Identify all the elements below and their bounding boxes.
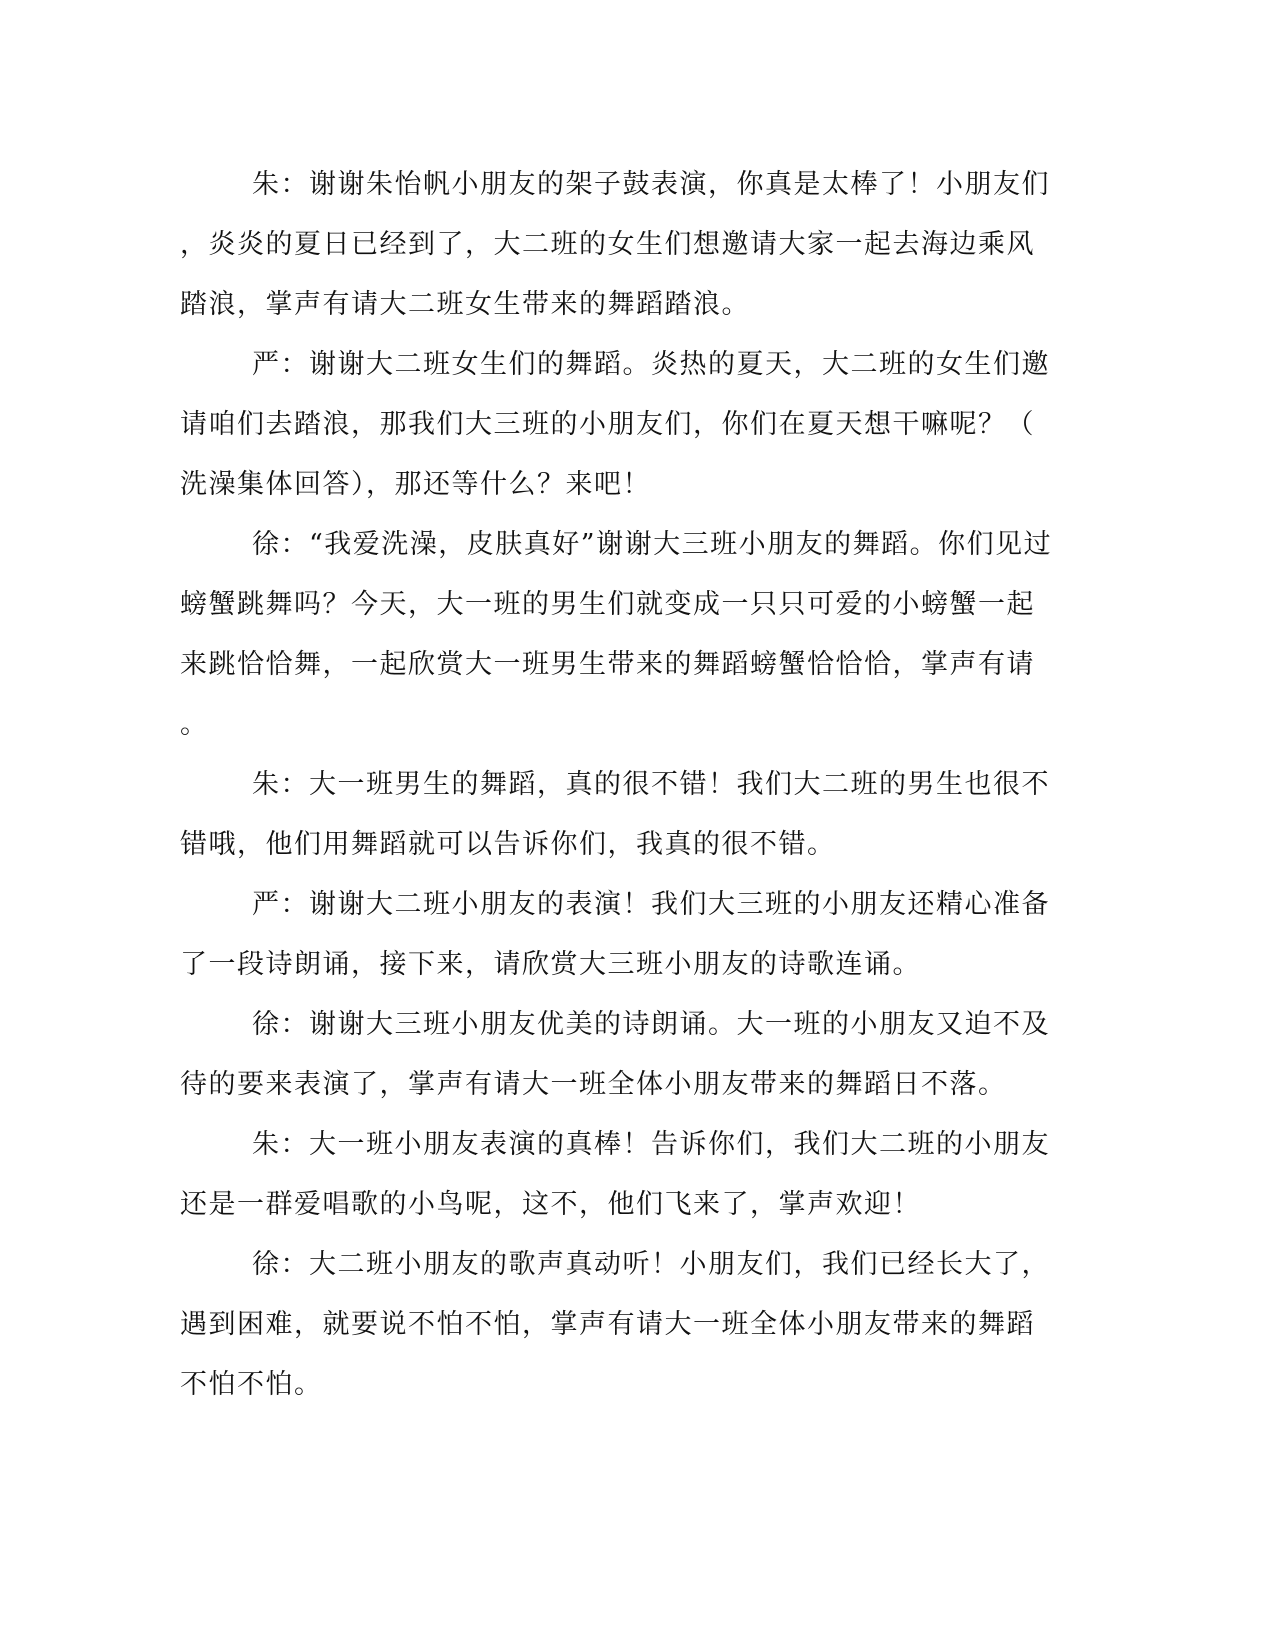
paragraph-2 xyxy=(180,335,1050,515)
paragraph-3 xyxy=(180,515,1053,755)
text-line: 徐：谢谢大三班小朋友优美的诗朗诵。大一班的小朋友又迫不及 xyxy=(252,1009,1050,1040)
text-line: 踏浪，掌声有请大二班女生带来的舞蹈踏浪。 xyxy=(180,289,750,320)
text-line: 严：谢谢大二班小朋友的表演！我们大三班的小朋友还精心准备 xyxy=(252,889,1050,920)
text-line: 了一段诗朗诵，接下来，请欣赏大三班小朋友的诗歌连诵。 xyxy=(180,949,921,980)
text-line: 朱：大一班小朋友表演的真棒！告诉你们，我们大二班的小朋友 xyxy=(252,1129,1050,1160)
text-line: 朱：大一班男生的舞蹈，真的很不错！我们大二班的男生也很不 xyxy=(252,769,1050,800)
text-line: 遇到困难，就要说不怕不怕，掌声有请大一班全体小朋友带来的舞蹈 xyxy=(180,1309,1035,1340)
paragraph-1 xyxy=(180,155,1050,335)
text-line: ，炎炎的夏日已经到了，大二班的女生们想邀请大家一起去海边乘风 xyxy=(180,229,1035,260)
text-line: 待的要来表演了，掌声有请大一班全体小朋友带来的舞蹈日不落。 xyxy=(180,1069,1007,1100)
text-line: 。 xyxy=(180,709,209,740)
text-line: 螃蟹跳舞吗？今天，大一班的男生们就变成一只只可爱的小螃蟹一起 xyxy=(180,589,1035,620)
text-line: 洗澡集体回答），那还等什么？来吧！ xyxy=(180,469,651,500)
paragraph-6 xyxy=(180,995,1050,1115)
text-line: 徐：大二班小朋友的歌声真动听！小朋友们，我们已经长大了， xyxy=(252,1249,1050,1280)
paragraph-8 xyxy=(180,1235,1050,1415)
text-line: 请咱们去踏浪，那我们大三班的小朋友们，你们在夏天想干嘛呢？（ xyxy=(180,409,1035,440)
text-line: 还是一群爱唱歌的小鸟呢，这不，他们飞来了，掌声欢迎！ xyxy=(180,1189,921,1220)
text-line: 朱：谢谢朱怡帆小朋友的架子鼓表演，你真是太棒了！小朋友们 xyxy=(252,169,1050,200)
text-line: 来跳恰恰舞，一起欣赏大一班男生带来的舞蹈螃蟹恰恰恰，掌声有请 xyxy=(180,649,1035,680)
text-line: 徐：“我爱洗澡，皮肤真好”谢谢大三班小朋友的舞蹈。你们见过 xyxy=(252,529,1053,560)
paragraph-7 xyxy=(180,1115,1050,1235)
text-line: 不怕不怕。 xyxy=(180,1369,323,1400)
paragraph-4 xyxy=(180,755,1050,875)
paragraph-5 xyxy=(180,875,1050,995)
text-line: 严：谢谢大二班女生们的舞蹈。炎热的夏天，大二班的女生们邀 xyxy=(252,349,1050,380)
text-line: 错哦，他们用舞蹈就可以告诉你们，我真的很不错。 xyxy=(180,829,836,860)
document-body xyxy=(180,155,1053,1415)
